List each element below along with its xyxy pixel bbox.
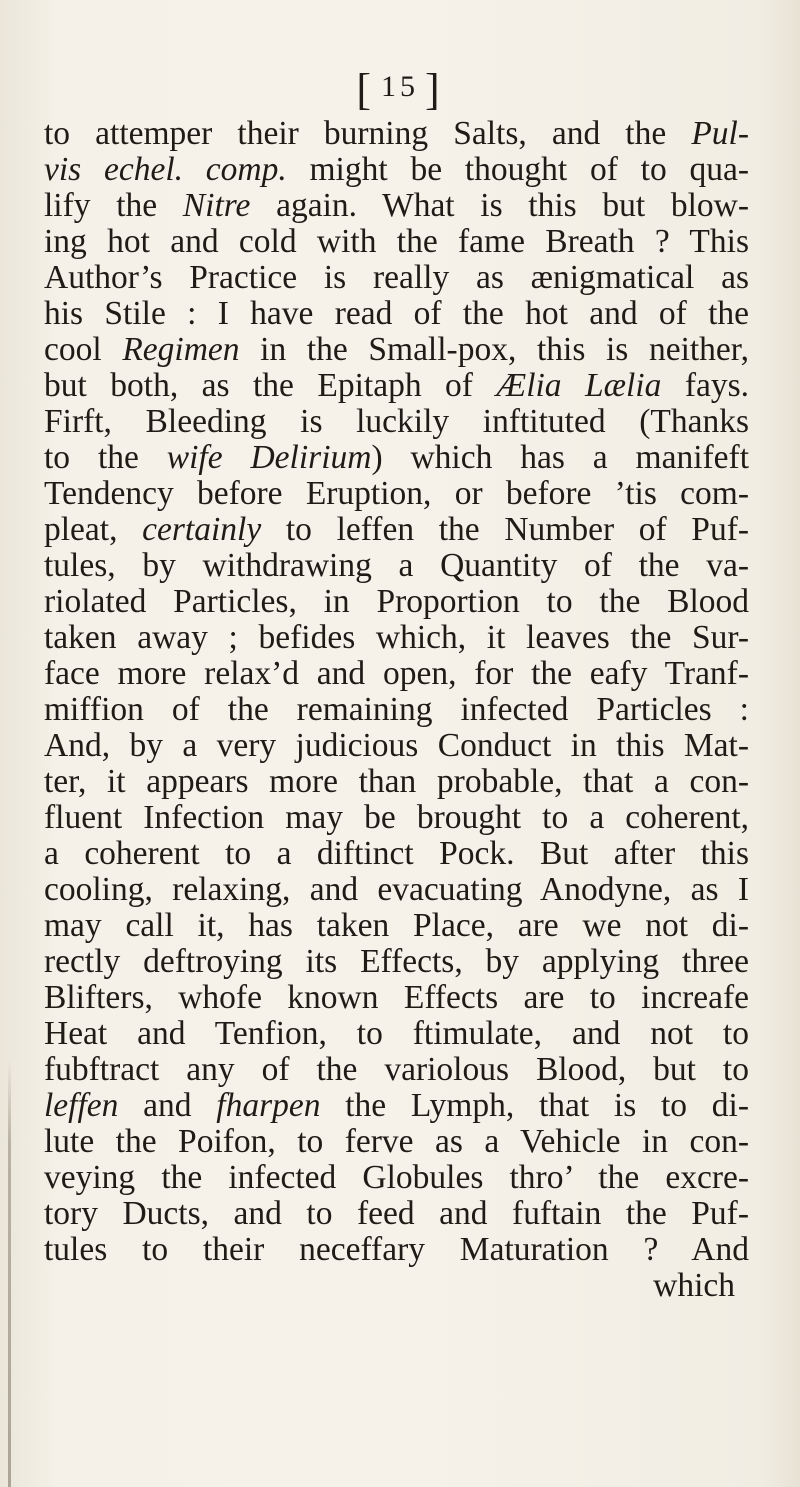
catchword: which [653,1267,735,1304]
text-line [44,476,749,512]
text-span: ) which has a manifeft [371,439,750,476]
italic-text: certainly [142,511,262,548]
text-span: rectly deftroying its Effects, by applying three [44,943,749,980]
text-span: again. What is this but blow- [250,187,749,224]
italic-text: Pul- [691,115,749,152]
text-span: in the Small-pox, this is neither, [239,331,749,368]
text-line [44,620,749,656]
text-span: may call it, has taken Place, are we not di- [44,907,749,944]
text-line [44,944,749,980]
text-span: cooling, relaxing, and evacuating Anodyne, as I [44,871,749,908]
italic-text: Nitre [182,187,251,224]
text-line [44,296,749,332]
text-line [44,116,749,152]
text-span: but both, as the Epitaph of [44,367,497,404]
text-span: Heat and Tenfion, to ftimulate, and not to [44,1015,749,1052]
text-span: to attemper their burning Salts, and the [44,115,692,152]
text-span: taken away ; befides which, it leaves the Sur- [44,619,749,656]
text-span: a coherent to a diftinct Pock. But after this [44,835,749,872]
text-line [44,656,749,692]
text-line [44,800,749,836]
text-span: And, by a very judicious Conduct in this Mat- [44,727,749,764]
text-line [44,368,749,404]
header-bracket-right: ] [425,65,444,114]
text-span: fays. [661,367,749,404]
text-span: cool [44,331,123,368]
page-header [0,65,800,114]
text-line [44,980,749,1016]
text-span: ing hot and cold with the fame Breath ? This [44,223,749,260]
text-span: tory Ducts, and to feed and fuftain the Puf- [44,1195,749,1232]
text-span: tules, by withdrawing a Quantity of the va- [44,547,749,584]
italic-text: fharpen [216,1087,321,1124]
text-line [44,548,749,584]
text-line [44,1124,749,1160]
text-span: might be thought of to qua- [286,151,749,188]
text-line [44,908,749,944]
text-line [44,224,749,260]
text-span: Tendency before Eruption, or before ’tis com- [44,475,749,512]
text-line [44,260,749,296]
text-line [44,1016,749,1052]
page-gutter-shadow [8,1060,11,1487]
italic-text: Regimen [122,331,240,368]
body-text [44,116,749,1304]
page-number: 15 [381,70,419,103]
text-span: the Lymph, that is to di- [320,1087,750,1124]
italic-text: Ælia Lælia [496,367,662,404]
text-line [44,332,749,368]
text-line [44,512,749,548]
text-span: miffion of the remaining infected Particles : [44,691,749,728]
text-span: tules to their neceffary Maturation ? And [44,1231,749,1268]
text-span: veying the infected Globules thro’ the excre- [44,1159,749,1196]
text-line [44,692,749,728]
text-line [44,872,749,908]
text-span: face more relax’d and open, for the eafy Tranf- [44,655,749,692]
text-span: fluent Infection may be brought to a coherent, [44,799,749,836]
text-span: to leffen the Number of Puf- [261,511,750,548]
text-line [44,1160,749,1196]
text-line [44,188,749,224]
text-line [44,1088,749,1124]
text-span: lify the [44,187,183,224]
text-span: pleat, [44,511,143,548]
text-span: lute the Poifon, to ferve as a Vehicle in con- [44,1123,749,1160]
header-bracket-left: [ [356,65,375,114]
text-span: to the [44,439,167,476]
text-line [44,836,749,872]
text-line [44,584,749,620]
text-span: Author’s Practice is really as ænigmatical as [44,259,749,296]
text-line [44,404,749,440]
text-span: his Stile : I have read of the hot and of the [44,295,749,332]
text-line [44,728,749,764]
italic-text: leffen [44,1087,119,1124]
text-span: riolated Particles, in Proportion to the Blood [44,583,749,620]
text-span: fubftract any of the variolous Blood, but to [44,1051,749,1088]
text-line [44,764,749,800]
text-line [44,440,749,476]
text-span: and [118,1087,217,1124]
text-line [44,1232,749,1268]
text-line [44,1196,749,1232]
text-span: ter, it appears more than probable, that a con- [44,763,749,800]
text-line [44,1052,749,1088]
text-span: Blifters, whofe known Effects are to increafe [44,979,749,1016]
text-span: Firft, Bleeding is luckily inftituted (Thanks [44,403,749,440]
text-line [44,152,749,188]
italic-text: vis echel. comp. [44,151,287,188]
italic-text: wife Delirium [166,439,372,476]
